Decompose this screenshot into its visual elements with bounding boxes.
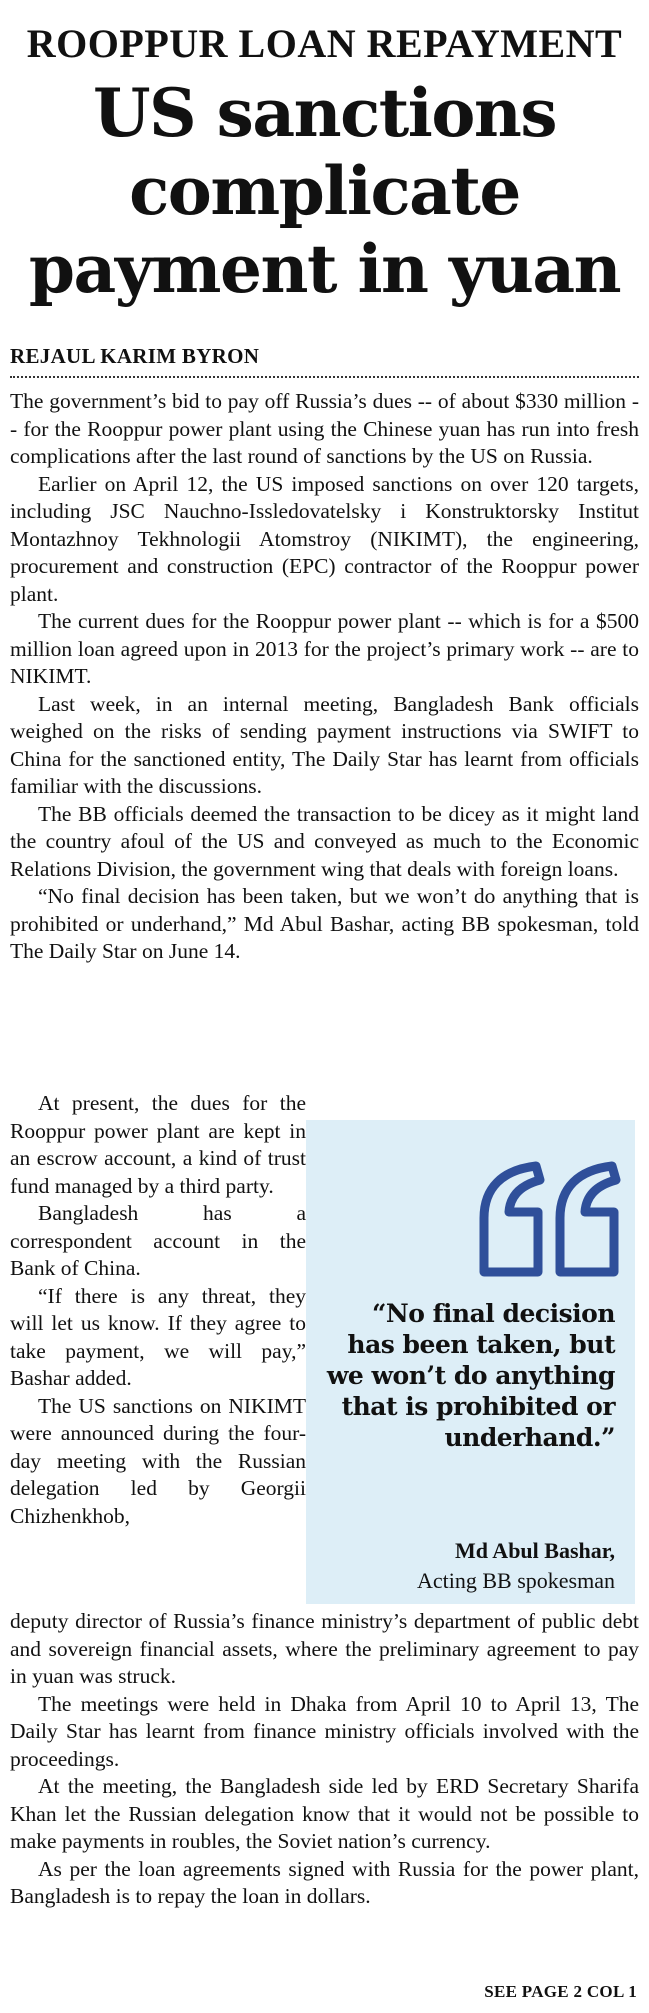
paragraph: Earlier on April 12, the US imposed sanctions on over 120 targets, including JSC Nauchno-Issledovatelsky i Konstruktorsky Institut Montazhnoy Tekhnologii Atomstroy (NIKIMT), the engineering, procurement and construction (EPC) contractor of the Rooppur power plant. [10,471,639,606]
paragraph: “If there is any threat, they will let us know. If they agree to take payment, we will pay,” Bashar added. [10,1283,306,1390]
pull-quote-attribution-name: Md Abul Bashar, [455,1538,615,1563]
byline: REJAUL KARIM BYRON [10,344,260,368]
paragraph: Bangladesh has a correspondent account in the Bank of China. [10,1201,306,1280]
pull-quote-attribution-title: Acting BB spokesman [417,1568,615,1593]
article-body-top [10,388,639,966]
article-body-narrow [10,1090,306,1530]
pull-quote-box [306,1120,635,1604]
paragraph: The US sanctions on NIKIMT were announced during the four-day meeting with the Russian delegation led by Georgii Chizhenkhob, [10,1393,306,1528]
paragraph: “No final decision has been taken, but we won’t do anything that is prohibited or underhand,” Md Abul Bashar, acting BB spokesman, told The Daily Star on June 14. [10,884,639,963]
paragraph: The current dues for the Rooppur power plant -- which is for a $500 million loan agreed upon in 2013 for the project’s primary work -- are to NIKIMT. [10,609,639,688]
pull-quote-text: “No final decision has been taken, but we won’t do anything that is prohibited or underhand.” [326,1299,615,1452]
article-body-bottom [10,1608,639,1911]
paragraph: At present, the dues for the Rooppur power plant are kept in an escrow account, a kind of trust fund managed by a third party. [10,1091,306,1198]
paragraph: The government’s bid to pay off Russia’s dues -- of about $330 million -- for the Rooppur power plant using the Chinese yuan has run into fresh complications after the last round of sanctions by the US on Russia. [10,389,639,468]
continued-on-link[interactable]: SEE PAGE 2 COL 1 [484,1982,637,2001]
headline: US sanctions complicate payment in yuan [28,74,621,308]
quote-mark-icon [476,1160,626,1280]
byline-divider [10,376,639,378]
paragraph: deputy director of Russia’s finance ministry’s department of public debt and sovereign financial assets, where the preliminary agreement to pay in yuan was struck. [10,1609,639,1688]
paragraph: The BB officials deemed the transaction to be dicey as it might land the country afoul of the US and conveyed as much to the Economic Relations Division, the government wing that deals with foreign loans. [10,801,639,881]
paragraph: The meetings were held in Dhaka from April 10 to April 13, The Daily Star has learnt from finance ministry officials involved with the proceedings. [10,1691,639,1771]
kicker: ROOPPUR LOAN REPAYMENT [26,21,623,66]
paragraph: At the meeting, the Bangladesh side led by ERD Secretary Sharifa Khan let the Russian delegation know that it would not be possible to make payments in roubles, the Soviet nation’s currency. [10,1774,639,1853]
paragraph: As per the loan agreements signed with Russia for the power plant, Bangladesh is to repay the loan in dollars. [10,1856,639,1908]
paragraph: Last week, in an internal meeting, Bangladesh Bank officials weighed on the risks of sending payment instructions via SWIFT to China for the sanctioned entity, The Daily Star has learnt from officials familiar with the discussions. [10,691,639,798]
